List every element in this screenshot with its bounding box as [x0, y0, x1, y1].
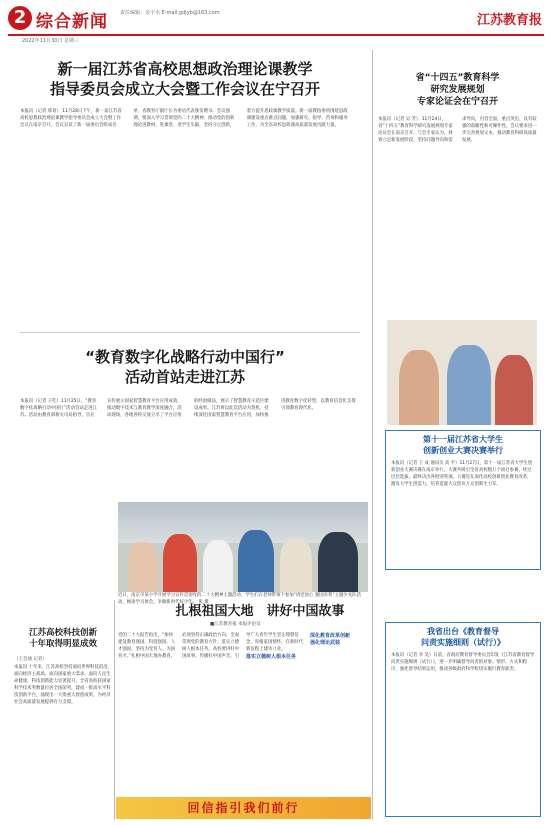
card2-title-line1: 我省出台《教育督导	[427, 627, 499, 636]
brief-headline[interactable]	[14, 628, 112, 650]
brief-headline-line2: 十年取得明显成效	[28, 639, 97, 649]
header-rule	[8, 34, 544, 36]
column-divider	[114, 600, 115, 820]
newspaper-brand: 江苏教育报	[476, 13, 542, 28]
page-number: 2	[8, 6, 32, 30]
section-title: 综合新闻	[36, 12, 108, 32]
card2-title	[386, 626, 540, 648]
photo-credit: 张 摄	[198, 599, 209, 605]
brief-body: 本报讯 十年来，江苏高校坚持面向世界科技前沿、面向经济主战场、面向国家重大需求、面向人民生命健康，科技创新能力显著提升。全省高校获国家科学技术奖数量位居全国前列，建成一批高水平科技创新平台，涌现出一大批重大原创成果，为经济社会高质量发展提供有力支撑。	[14, 665, 112, 705]
highlight-card[interactable]	[385, 622, 541, 817]
brief-headline-line1: 江苏高校科技创新	[28, 628, 97, 638]
card1-title	[386, 434, 540, 456]
news-photo	[118, 502, 368, 592]
brief-byline: （王会通 记者）	[14, 657, 47, 662]
article1-body: 本报讯（记者 邢易） 11月28日下午，新一届江苏省高校思想政治理论课教学指导委员会成立大会暨工作会议在南京召开。会议宣读了新一届委员会组成名单，省教育厅副厅长为委员代表颁发聘书。会议强调，要深入学习贯彻党的二十大精神，推动党的创新理论进教材、进课堂、进学生头脑，坚持守正创新，着力提升思政课教学质量。新一届教指委将围绕思政课建设重点难点问题，加强研究、指导、咨询和服务工作，为全省高校思政课高质量发展贡献力量。	[20, 109, 348, 128]
card1-body: 本报讯（记者 王 成 通讯员 高 平）11月27日，第十一届江苏省大学生创新创业大赛决赛在南京举行。大赛共吸引全省高校数万个项目参赛，经过层层选拔，最终决出各组别奖项。大赛旨在深化高校创新创业教育改革，激发大学生创造力，培养造就大众创业万众创新生力军。	[391, 461, 533, 487]
right-article-headline[interactable]	[375, 72, 540, 108]
article3-headline[interactable]: 扎根祖国大地 讲好中国故事	[175, 604, 345, 619]
article2-headline-line1: “教育数字化战略行动中国行”	[85, 348, 285, 366]
article1-headline-line1: 新一届江苏省高校思想政治理论课教学	[57, 60, 313, 78]
article3-text: 党的二十大报告指出，“加快建设教育强国、科技强国、人才强国，坚持为党育人、为国育才。”扎根中国大地办教育，必须坚持正确政治方向，全面贯彻党的教育方针，落实立德树人根本任务。高校要讲好中国故事，传播好中国声音，引导广大青年学生坚定理想信念，厚植家国情怀，在新时代新征程上建功立业。	[118, 633, 304, 659]
article1-headline[interactable]	[20, 59, 350, 99]
card1-title-line2: 创新创业大赛决赛举行	[423, 446, 503, 455]
card1-continuation	[385, 576, 541, 616]
right-headline-line1: 省“十四五”教育科学	[415, 73, 500, 83]
issue-date: 2022年11月30日 星期三	[22, 38, 80, 44]
photo-caption-text: 近日，南京市某小学开展学习宣传贯彻党的二十大精神主题活动，学生们在老师带领下参加“请党放心 强国有我”主题少先队活动，畅谈学习体会，争做新时代好少年。	[118, 593, 362, 605]
right-headline-line3: 专家论证会在宁召开	[416, 97, 498, 107]
article3-byline: ■江苏教育报 本报评论员	[210, 622, 261, 627]
right-photo	[387, 320, 537, 425]
divider	[20, 332, 360, 333]
article3-subhead: 强化理论武装	[310, 640, 341, 646]
article3-body	[118, 632, 368, 794]
card2-body: 本报讯（记者 李 昊）日前，省政府教育督导委员会印发《江苏省教育督导问责实施细则（试行）》，进一步明确督导问责的对象、情形、方式和程序，强化督导结果运用，推动各级政府和学校切实履行教育职责。	[391, 653, 535, 672]
article1-headline-line2: 指导委员会成立大会暨工作会议在宁召开	[49, 80, 320, 98]
right-article-body: 本报讯（记者 吴 芳） 11月24日，省“十四五”教育科学研究发展规划专家论证会在南京召开。与会专家认为，规划立足新发展阶段，坚持问题导向和需求导向，内容全面，重点突出，具有较强的前瞻性和可操作性。会议要求进一步完善规划文本，推动教育科研高质量发展。	[378, 117, 537, 143]
article2-headline-line2: 活动首站走进江苏	[124, 368, 245, 386]
article2-body: 本报讯（记者 王吃）11月25日，“教育数字化战略行动中国行”活动首站走进江苏。活动由教育部相关司局指导，旨在宣传展示国家智慧教育平台应用成效，推动数字技术与教育教学深度融合。活动现场，各地各校交流分享了平台应用的经验做法，展示了智慧教育示范区建设成果。江苏将以此次活动为契机，持续深化国家智慧教育平台应用，加快推进教育数字化转型，以教育信息化支撑引领教育现代化。	[20, 399, 356, 418]
article3-subhead: 落实立德树人根本任务	[246, 654, 297, 660]
article2-headline[interactable]	[20, 347, 350, 387]
column-divider	[372, 50, 373, 820]
article3-subhead: 深化教育改革创新	[310, 633, 351, 639]
banner-text: 回信指引我们前行	[187, 801, 300, 815]
editor-info: 责任编辑：金字水 E-mail:gdjyb@163.com	[120, 10, 220, 16]
card2-title-line2: 问责实施细则（试行）》	[421, 638, 505, 647]
slogan-banner	[116, 797, 371, 819]
highlight-card[interactable]	[385, 430, 541, 570]
right-headline-line2: 研究发展规划	[430, 85, 485, 95]
card1-title-line1: 第十一届江苏省大学生	[423, 435, 503, 444]
